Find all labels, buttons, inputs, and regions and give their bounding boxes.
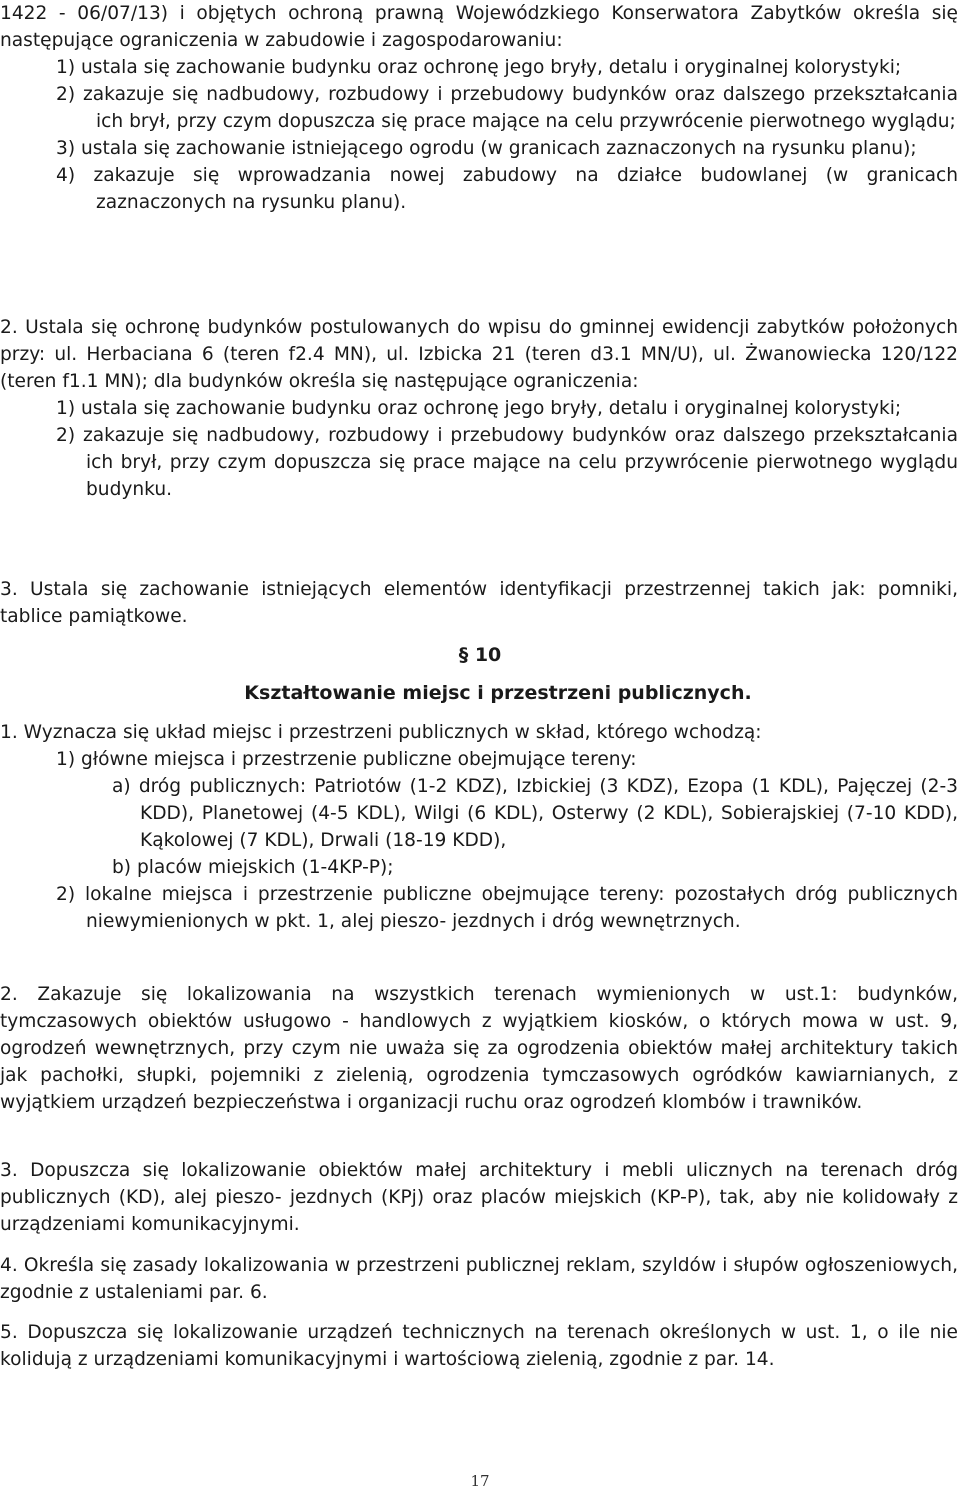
paragraph-text: 3. Dopuszcza się lokalizowanie obiektów małej architektury i mebli ulicznych na terenach dróg publicznych (KD), alej pieszo- jezdnych (KPj) oraz placów miejskich (KP-P), tak, aby nie kolidowały z urządzeniami komunikacyjnymi. [0,1160,958,1235]
paragraph-text: 3. Ustala się zachowanie istniejących elementów identyfikacji przestrzennej takich jak: pomniki, tablice pamiątkowe. [0,579,958,627]
list-item: 3) ustala się zachowanie istniejącego ogrodu (w granicach zaznaczonych na rysunku planu); [56,138,917,159]
section-10-paragraph-2 [0,981,958,1116]
paragraph-3 [0,576,958,630]
list-item: 1) ustala się zachowanie budynku oraz ochronę jego bryły, detalu i oryginalnej kolorystyki; [56,398,902,419]
paragraph-text: 4. Określa się zasady lokalizowania w przestrzeni publicznej reklam, szyldów i słupów ogłoszeniowych, zgodnie z ustaleniami par. 6. [0,1255,958,1303]
list-item: 1) główne miejsca i przestrzenie publiczne obejmujące tereny: [56,749,637,770]
section-10-paragraph-3 [0,1157,958,1238]
paragraph-text: 5. Dopuszcza się lokalizowanie urządzeń technicznych na terenach określonych w ust. 1, o ile nie kolidują z urządzeniami komunikacyjnymi i wartościową zielenią, zgodnie z par. 14. [0,1322,958,1370]
list-item: 4) zakazuje się wprowadzania nowej zabudowy na działce budowlanej (w granicach zaznaczonych na rysunku planu). [56,165,958,213]
section-number: § 10 [458,644,502,666]
section-10-paragraph-4 [0,1252,958,1306]
list-item: 2) zakazuje się nadbudowy, rozbudowy i przebudowy budynków oraz dalszego przekształcania ich brył, przy czym dopuszcza się prace mające na celu przywrócenie pierwotnego wyglądu budynku. [56,425,958,500]
section-10-paragraph-1 [0,719,958,935]
paragraph-text: 1422 - 06/07/13) i objętych ochroną prawną Wojewódzkiego Konserwatora Zabytków określa się następujące ograniczenia w zabudowie i zagospodarowaniu: [0,3,958,51]
paragraph-text: 2. Zakazuje się lokalizowania na wszystkich terenach wymienionych w ust.1: budynków, tymczasowych obiektów usługowo - handlowych z wyjątkiem kiosków, o których mowa w ust. 9, ogrodzeń wewnętrznych, przy czym nie uważa się za ogrodzenia obiektów małej architektury takich jak pachołki, słupki, pojemniki z zielenią, ogrodzenia tymczasowych ogródków kawiarnianych, z wyjątkiem urządzeń bezpieczeństwa i organizacji ruchu oraz ogrodzeń klombów i trawników. [0,984,958,1113]
paragraph-2 [0,314,958,503]
section-10-paragraph-5 [0,1319,958,1373]
list-item: 2) lokalne miejsca i przestrzenie publiczne obejmujące tereny: pozostałych dróg publicznych niewymienionych w pkt. 1, alej pieszo- jezdnych i dróg wewnętrznych. [56,884,958,932]
page-number: 17 [470,1472,490,1490]
paragraph-1-continuation [0,0,958,216]
list-item: 1) ustala się zachowanie budynku oraz ochronę jego bryły, detalu i oryginalnej kolorystyki; [56,57,902,78]
paragraph-text: 1. Wyznacza się układ miejsc i przestrzeni publicznych w skład, którego wchodzą: [0,722,762,743]
section-title: Kształtowanie miejsc i przestrzeni publicznych. [244,682,752,704]
paragraph-text: 2. Ustala się ochronę budynków postulowanych do wpisu do gminnej ewidencji zabytków położonych przy: ul. Herbaciana 6 (teren f2.4 MN), ul. Izbicka 21 (teren d3.1 MN/U), ul. Żwanowiecka 120/122 (teren f1.1 MN); dla budynków określa się następujące ograniczenia: [0,317,958,392]
list-subitem: b) placów miejskich (1-4KP-P); [112,857,394,878]
list-item: 2) zakazuje się nadbudowy, rozbudowy i przebudowy budynków oraz dalszego przekształcania ich brył, przy czym dopuszcza się prace mające na celu przywrócenie pierwotnego wyglądu; [56,84,958,132]
list-subitem: a) dróg publicznych: Patriotów (1-2 KDZ), Izbickiej (3 KDZ), Ezopa (1 KDL), Pajęczej (2-3 KDD), Planetowej (4-5 KDL), Wilgi (6 KDL), Osterwy (2 KDL), Sobierajskiej (7-10 KDD), Kąkolowej (7 KDL), Drwali (18-19 KDD), [112,776,958,851]
